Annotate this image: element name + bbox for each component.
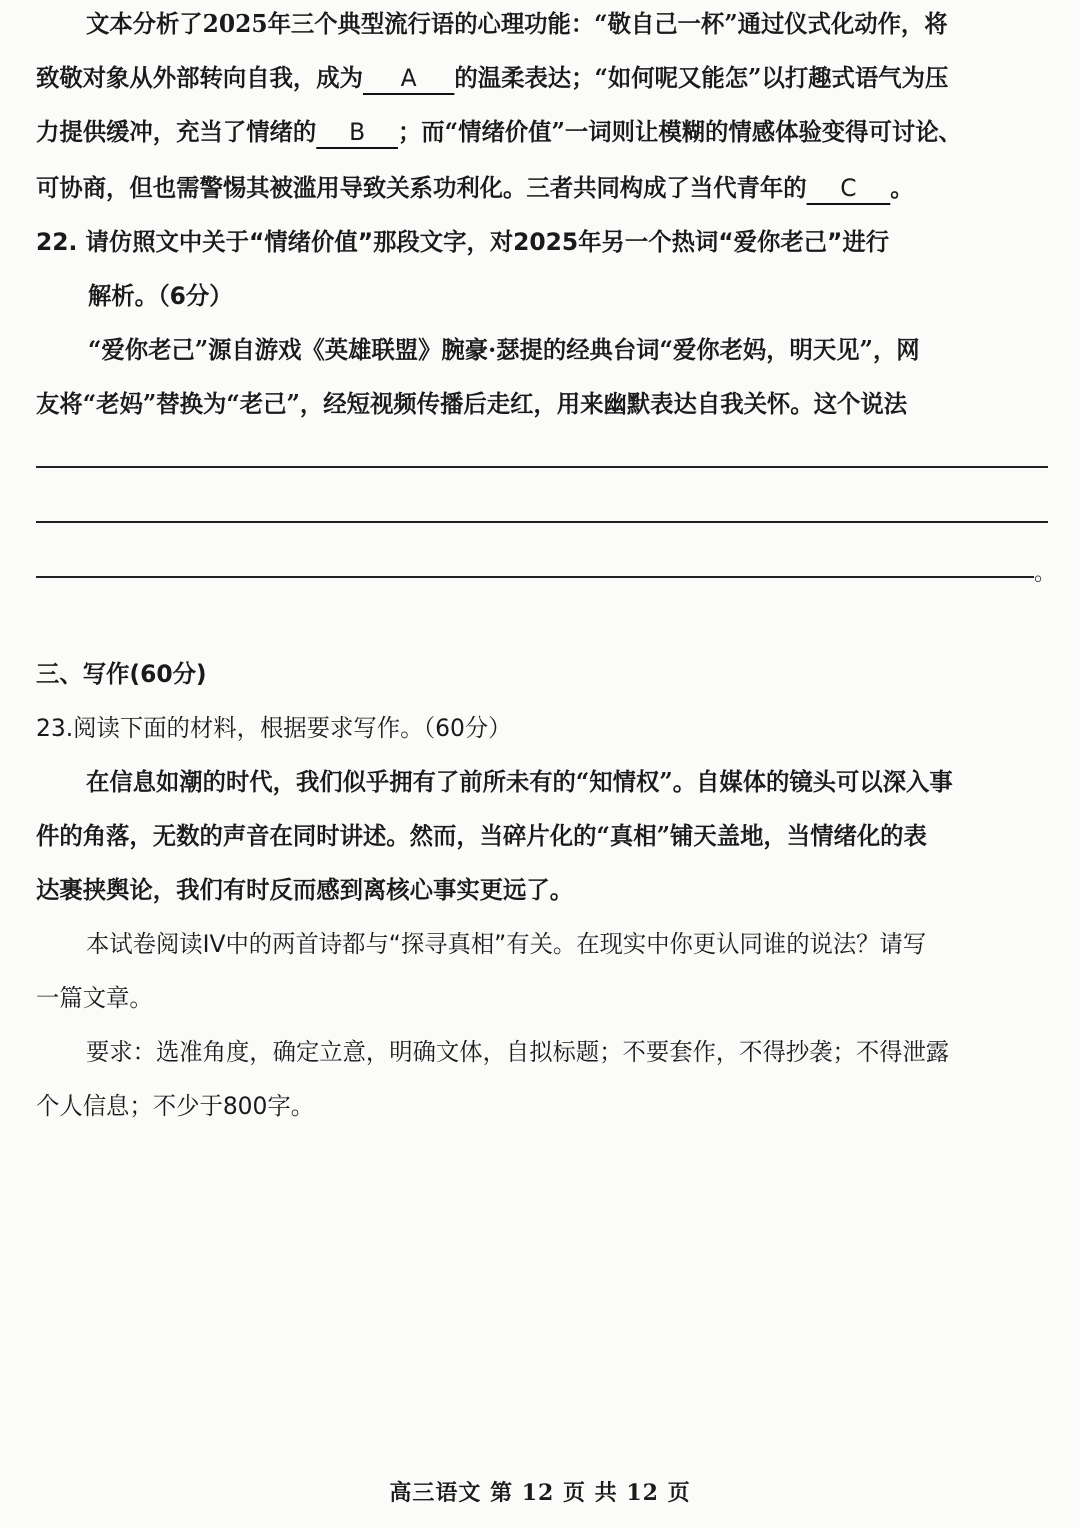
- blank-c[interactable]: C: [807, 173, 891, 205]
- q23-material-line-1: 在信息如潮的时代，我们似乎拥有了前所未有的“知情权”。自媒体的镜头可以深入事: [86, 767, 953, 796]
- blank-b[interactable]: B: [316, 117, 398, 149]
- q21-line-2: [36, 60, 1052, 96]
- q23-task-line-1: 本试卷阅读IV中的两首诗都与“探寻真相”有关。在现实中你更认同谁的说法？请写: [86, 930, 927, 958]
- q21-line-4-pre: 可协商，但也需警惕其被滥用导致关系功利化。三者共同构成了当代青年的: [36, 173, 807, 202]
- q23-material-line-2: 件的角落，无数的声音在同时讲述。然而，当碎片化的“真相”铺天盖地，当情绪化的表: [36, 821, 927, 850]
- q23-title: 23.阅读下面的材料，根据要求写作。（60分）: [36, 714, 512, 742]
- q23-requirements-line-2: 个人信息；不少于800字。: [36, 1092, 315, 1120]
- q21-line-3-post: ；而“情绪价值”一词则让模糊的情感体验变得可讨论、: [397, 117, 962, 146]
- blank-a[interactable]: A: [363, 63, 454, 95]
- answer-line-1[interactable]: [36, 466, 1048, 468]
- q21-line-1: 文本分析了2025年三个典型流行语的心理功能：“敬自己一杯”通过仪式化动作，将: [86, 9, 948, 38]
- q21-line-3: [36, 114, 1052, 150]
- q23-requirements-line-1: 要求：选准角度，确定立意，明确文体，自拟标题；不要套作，不得抄袭；不得泄露: [86, 1038, 950, 1066]
- q21-line-2-pre: 致敬对象从外部转向自我，成为: [36, 63, 363, 92]
- answer-line-2[interactable]: [36, 521, 1048, 523]
- q22-material-line-2: 友将“老妈”替换为“老己”，经短视频传播后走红，用来幽默表达自我关怀。这个说法: [36, 389, 908, 418]
- q22-prompt-line-1: 22. 请仿照文中关于“情绪价值”那段文字，对2025年另一个热词“爱你老己”进行: [36, 228, 890, 256]
- q23-material-line-3: 达裹挟舆论，我们有时反而感到离核心事实更远了。: [36, 875, 574, 904]
- section-heading: 三、写作(60分): [36, 660, 207, 688]
- q21-line-4: [36, 170, 1052, 206]
- q21-line-3-pre: 力提供缓冲，充当了情绪的: [36, 117, 317, 146]
- q23-task-line-2: 一篇文章。: [36, 984, 153, 1012]
- q22-prompt-line-2: 解析。（6分）: [88, 282, 233, 310]
- q21-line-4-post: 。: [890, 173, 914, 202]
- q21-line-2-post: 的温柔表达；“如何呢又能怎”以打趣式语气为压: [454, 63, 949, 92]
- q22-material-line-1: “爱你老己”源自游戏《英雄联盟》腕豪·瑟提的经典台词“爱你老妈，明天见”，网: [88, 335, 920, 364]
- page-footer: 高三语文 第 12 页 共 12 页: [389, 1480, 691, 1506]
- answer-line-3[interactable]: [36, 576, 1034, 578]
- answer-end-mark: 。: [1034, 561, 1057, 586]
